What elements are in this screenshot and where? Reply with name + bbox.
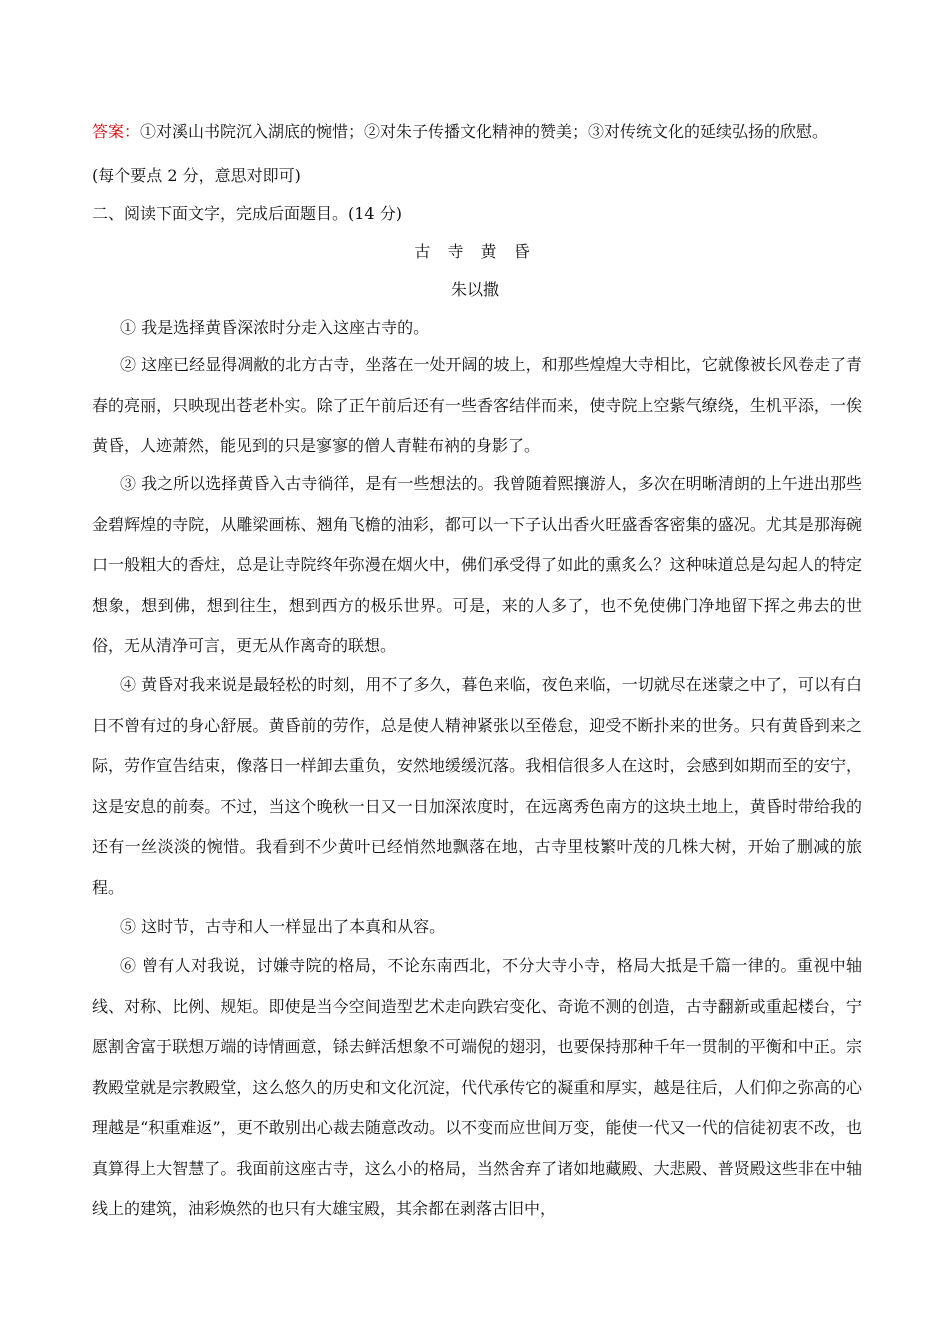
- article-title: 古 寺 黄 昏: [414, 242, 536, 261]
- scoring-note: (每个要点 2 分，意思对即可): [92, 166, 301, 185]
- article-author: 朱以撒: [450, 280, 499, 299]
- paragraph-2: ② 这座已经显得凋敝的北方古寺，坐落在一处开阔的坡上，和那些煌煌大寺相比，它就像被长风卷走了青春的亮丽，只映现出苍老朴实。除了正午前后还有一些香客结伴而来，使寺院上空紫气缭绕，生机平添，一俟黄昏，人迹萧然，能见到的只是寥寥的僧人青鞋布衲的身影了。: [92, 355, 862, 455]
- paragraph-5: ⑤ 这时节，古寺和人一样显出了本真和从容。: [120, 917, 446, 936]
- answer-label: 答案：: [92, 122, 141, 141]
- paragraph-1: ① 我是选择黄昏深浓时分走入这座古寺的。: [120, 318, 430, 337]
- section-heading: 二、阅读下面文字，完成后面题目。(14 分): [92, 204, 402, 223]
- answer-line: [92, 121, 872, 143]
- paragraph-4: ④ 黄昏对我来说是最轻松的时刻，用不了多久，暮色来临，夜色来临，一切就尽在迷蒙之中了，可以有白日不曾有过的身心舒展。黄昏前的劳作，总是使人精神紧张以至倦怠，迎受不断扑来的世务。只有黄昏到来之际，劳作宣告结束，像落日一样卸去重负，安然地缓缓沉落。我相信很多人在这时，会感到如期而至的安宁，这是安息的前奏。不过，当这个晚秋一日又一日加深浓度时，在远离秀色南方的这块土地上，黄昏时带给我的还有一丝淡淡的惋惜。我看到不少黄叶已经悄然地飘落在地，古寺里枝繁叶茂的几株大树，开始了删减的旅程。: [92, 675, 862, 897]
- paragraph-6: ⑥ 曾有人对我说，讨嫌寺院的格局，不论东南西北，不分大寺小寺，格局大抵是千篇一律的。重视中轴线、对称、比例、规矩。即使是当今空间造型艺术走向跌宕变化、奇诡不测的创造，古寺翻新或重起楼台，宁愿割舍富于联想万端的诗情画意，铩去鲜活想象不可端倪的翅羽，也要保持那种千年一贯制的平衡和中正。宗教殿堂就是宗教殿堂，这么悠久的历史和文化沉淀，代代承传它的凝重和厚实，越是往后，人们仰之弥高的心理越是“积重难返”，更不敢别出心裁去随意改动。以不变而应世间万变，能使一代又一代的信徒初衷不改，也真算得上大智慧了。我面前这座古寺，这么小的格局，当然舍弃了诸如地藏殿、大悲殿、普贤殿这些非在中轴线上的建筑，油彩焕然的也只有大雄宝殿，其余都在剥落古旧中，: [92, 956, 862, 1218]
- answer-text: ①对溪山书院沉入湖底的惋惜；②对朱子传播文化精神的赞美；③对传统文化的延续弘扬的欣慰。: [140, 122, 829, 141]
- paragraph-3: ③ 我之所以选择黄昏入古寺徜徉，是有一些想法的。我曾随着熙攘游人，多次在明晰清朗的上午进出那些金碧辉煌的寺院，从雕梁画栋、翘角飞檐的油彩，都可以一下子认出香火旺盛香客密集的盛况。尤其是那海碗口一般粗大的香炷，总是让寺院终年弥漫在烟火中，佛们承受得了如此的熏炙么？这种味道总是勾起人的特定想象，想到佛，想到往生，想到西方的极乐世界。可是，来的人多了，也不免使佛门净地留下挥之弗去的世俗，无从清净可言，更无从作离奇的联想。: [92, 474, 862, 655]
